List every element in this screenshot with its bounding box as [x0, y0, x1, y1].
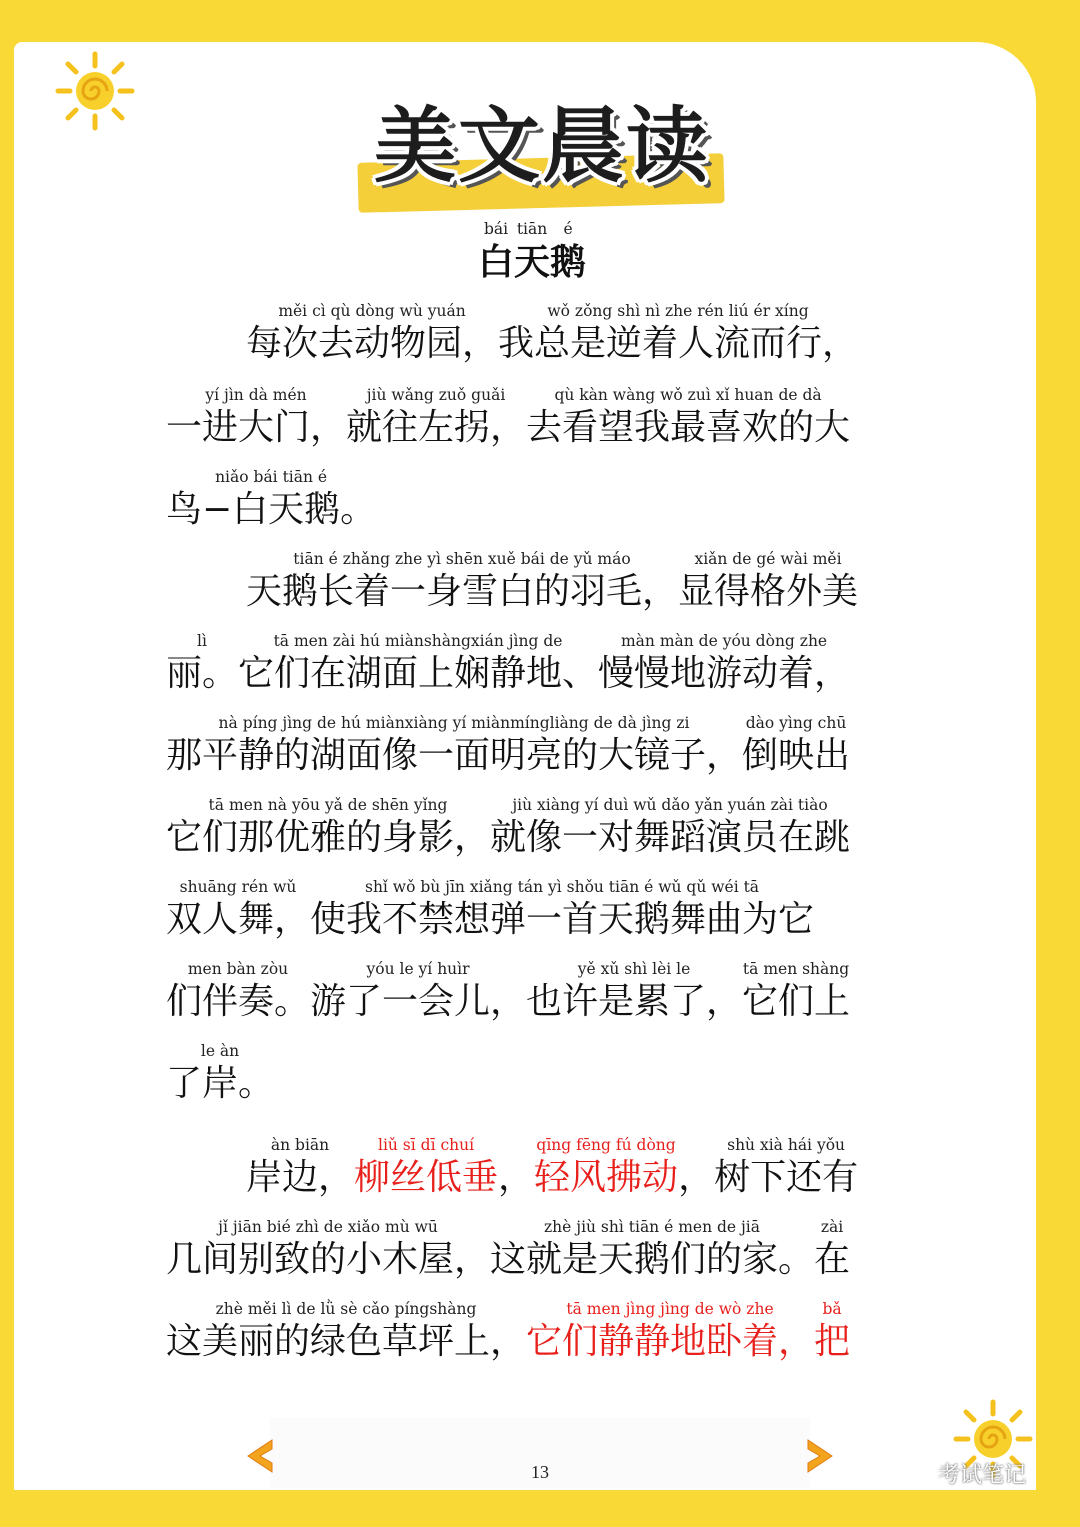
hanzi: 那平静的湖面像一面明亮的大镜子， — [166, 735, 743, 776]
hanzi: 天 — [514, 241, 551, 283]
header-title-block — [352, 92, 732, 220]
hanzi: ， — [678, 1157, 715, 1198]
hanzi: 使我不禁想弹一首天鹅舞曲为它 — [310, 899, 815, 940]
phrase — [246, 300, 498, 366]
wechat-icon — [900, 1461, 930, 1487]
phrase — [742, 712, 850, 778]
hanzi: 就像一对舞蹈演员在跳 — [490, 817, 851, 858]
story-title — [478, 218, 586, 284]
pinyin: tā men jìng jìng de wò zhe — [566, 1300, 774, 1318]
hanzi: 每次去动物园， — [246, 323, 499, 364]
phrase — [498, 300, 858, 366]
hanzi: 鸟−白天鹅。 — [166, 489, 377, 530]
pinyin: àn biān — [270, 1136, 330, 1154]
phrase — [166, 384, 346, 450]
phrase — [310, 876, 814, 942]
pinyin: yí jìn dà mén — [205, 386, 307, 404]
text-line — [246, 1134, 858, 1200]
phrase — [166, 712, 742, 778]
phrase — [526, 958, 742, 1024]
pinyin: yě xǔ shì lèi le — [577, 960, 691, 978]
hanzi: 在 — [814, 1239, 851, 1280]
text-line — [166, 1040, 274, 1106]
hanzi: 岸边， — [246, 1157, 355, 1198]
text-line — [166, 1298, 850, 1364]
phrase — [246, 1134, 354, 1200]
phrase — [490, 794, 850, 860]
pinyin: xiǎn de gé wài měi — [694, 550, 842, 568]
phrase — [246, 548, 678, 614]
hanzi: 它们在湖面上娴静地、 — [238, 653, 599, 694]
page-number: 13 — [531, 1462, 549, 1482]
hanzi: 白 — [478, 241, 515, 283]
text-line — [166, 712, 850, 778]
hanzi: 我总是逆着人流而行， — [498, 323, 859, 364]
hanzi: 这美丽的绿色草坪上， — [166, 1321, 527, 1362]
pinyin: màn màn de yóu dòng zhe — [620, 632, 828, 650]
hanzi: 去看望我最喜欢的大 — [526, 407, 851, 448]
pinyin: tiān é zhǎng zhe yì shēn xuě bái de yǔ máo — [293, 550, 631, 568]
highlighted-phrase — [814, 1298, 850, 1364]
hanzi: 鹅 — [550, 241, 587, 283]
pinyin: wǒ zǒng shì nì zhe rén liú ér xíng — [547, 302, 809, 320]
phrase — [166, 466, 376, 532]
hanzi: 丽。 — [166, 653, 239, 694]
pinyin: zài — [820, 1218, 844, 1236]
hanzi: 树下还有 — [714, 1157, 859, 1198]
phrase — [166, 794, 490, 860]
pinyin: tā men zài hú miànshàngxián jìng de — [273, 632, 563, 650]
pinyin: é — [563, 220, 573, 238]
hanzi: 们伴奏。 — [166, 981, 311, 1022]
phrase — [238, 630, 598, 696]
text-line — [166, 794, 850, 860]
phrase — [678, 548, 858, 614]
phrase — [714, 1134, 858, 1200]
pinyin: zhè jiù shì tiān é men de jiā — [544, 1218, 761, 1236]
pinyin: jiù wǎng zuǒ guǎi — [366, 386, 506, 404]
hanzi: 就往左拐， — [346, 407, 527, 448]
watermark — [900, 1458, 1026, 1489]
hanzi: 把 — [814, 1321, 851, 1362]
phrase — [742, 958, 850, 1024]
pinyin: qù kàn wàng wǒ zuì xǐ huan de dà — [554, 386, 822, 404]
hanzi: 这就是天鹅们的家。 — [490, 1239, 815, 1280]
hanzi: 一进大门， — [166, 407, 347, 448]
phrase — [526, 384, 850, 450]
phrase — [166, 630, 238, 696]
hanzi: 双人舞， — [166, 899, 311, 940]
text-line — [166, 876, 814, 942]
pinyin: nà píng jìng de hú miànxiàng yí miànmíngliàng de dà jìng zi — [218, 714, 690, 732]
highlighted-phrase — [354, 1134, 498, 1200]
phrase — [678, 1134, 714, 1200]
hanzi: 显得格外美 — [678, 571, 859, 612]
pinyin: shuāng rén wǔ — [179, 878, 297, 896]
page-title: 美文晨读 — [373, 99, 710, 194]
hanzi: 几间别致的小木屋， — [166, 1239, 491, 1280]
hanzi: 慢慢地游动着， — [598, 653, 851, 694]
pinyin: lì — [197, 632, 207, 650]
pinyin: niǎo bái tiān é — [215, 468, 328, 486]
next-arrow-icon[interactable] — [806, 1436, 836, 1476]
pinyin: tiān — [516, 220, 548, 238]
hanzi: 游了一会儿， — [310, 981, 527, 1022]
title-char — [478, 218, 514, 284]
hanzi: 也许是累了， — [526, 981, 743, 1022]
hanzi: 天鹅长着一身雪白的羽毛， — [246, 571, 679, 612]
phrase — [166, 1040, 274, 1106]
pinyin: tā men nà yōu yǎ de shēn yǐng — [208, 796, 448, 814]
pinyin: dào yìng chū — [745, 714, 847, 732]
hanzi: 它们静静地卧着， — [526, 1321, 815, 1362]
previous-arrow-icon[interactable] — [244, 1436, 274, 1476]
text-line — [246, 548, 858, 614]
hanzi: 柳丝低垂 — [354, 1157, 499, 1198]
text-line — [246, 300, 858, 366]
phrase — [166, 876, 310, 942]
hanzi: 它们上 — [742, 981, 851, 1022]
pinyin: zhè měi lì de lǜ sè cǎo píngshàng — [215, 1300, 477, 1318]
pinyin: shù xià hái yǒu — [727, 1136, 846, 1154]
hanzi: 轻风拂动 — [534, 1157, 679, 1198]
phrase — [310, 958, 526, 1024]
phrase — [166, 1216, 490, 1282]
highlighted-phrase — [534, 1134, 678, 1200]
title-char — [550, 218, 586, 284]
watermark-text: 考试笔记 — [938, 1463, 1027, 1488]
text-line — [166, 630, 850, 696]
pinyin: men bàn zòu — [187, 960, 289, 978]
pinyin: jǐ jiān bié zhì de xiǎo mù wū — [218, 1218, 438, 1236]
hanzi: 倒映出 — [742, 735, 851, 776]
hanzi: ， — [498, 1157, 535, 1198]
text-line — [166, 384, 850, 450]
pinyin: liǔ sī dī chuí — [377, 1136, 475, 1154]
hanzi: 它们那优雅的身影， — [166, 817, 491, 858]
sun-icon — [54, 50, 136, 132]
pinyin: měi cì qù dòng wù yuán — [278, 302, 466, 320]
phrase — [166, 958, 310, 1024]
phrase — [346, 384, 526, 450]
pinyin: le àn — [200, 1042, 240, 1060]
text-line — [166, 958, 850, 1024]
phrase — [498, 1134, 534, 1200]
phrase — [814, 1216, 850, 1282]
hanzi: 了岸。 — [166, 1063, 275, 1104]
pinyin: bǎ — [822, 1300, 842, 1318]
phrase — [166, 1298, 526, 1364]
phrase — [490, 1216, 814, 1282]
pinyin: yóu le yí huìr — [366, 960, 470, 978]
pinyin: qīng fēng fú dòng — [536, 1136, 676, 1154]
pinyin: tā men shàng — [742, 960, 850, 978]
pinyin: jiù xiàng yí duì wǔ dǎo yǎn yuán zài tiào — [512, 796, 828, 814]
pinyin: shǐ wǒ bù jīn xiǎng tán yì shǒu tiān é wǔ qǔ wéi tā — [364, 878, 760, 896]
title-char — [514, 218, 550, 284]
text-line — [166, 1216, 850, 1282]
pinyin: bái — [483, 220, 509, 238]
highlighted-phrase — [526, 1298, 814, 1364]
text-line — [166, 466, 376, 532]
phrase — [598, 630, 850, 696]
